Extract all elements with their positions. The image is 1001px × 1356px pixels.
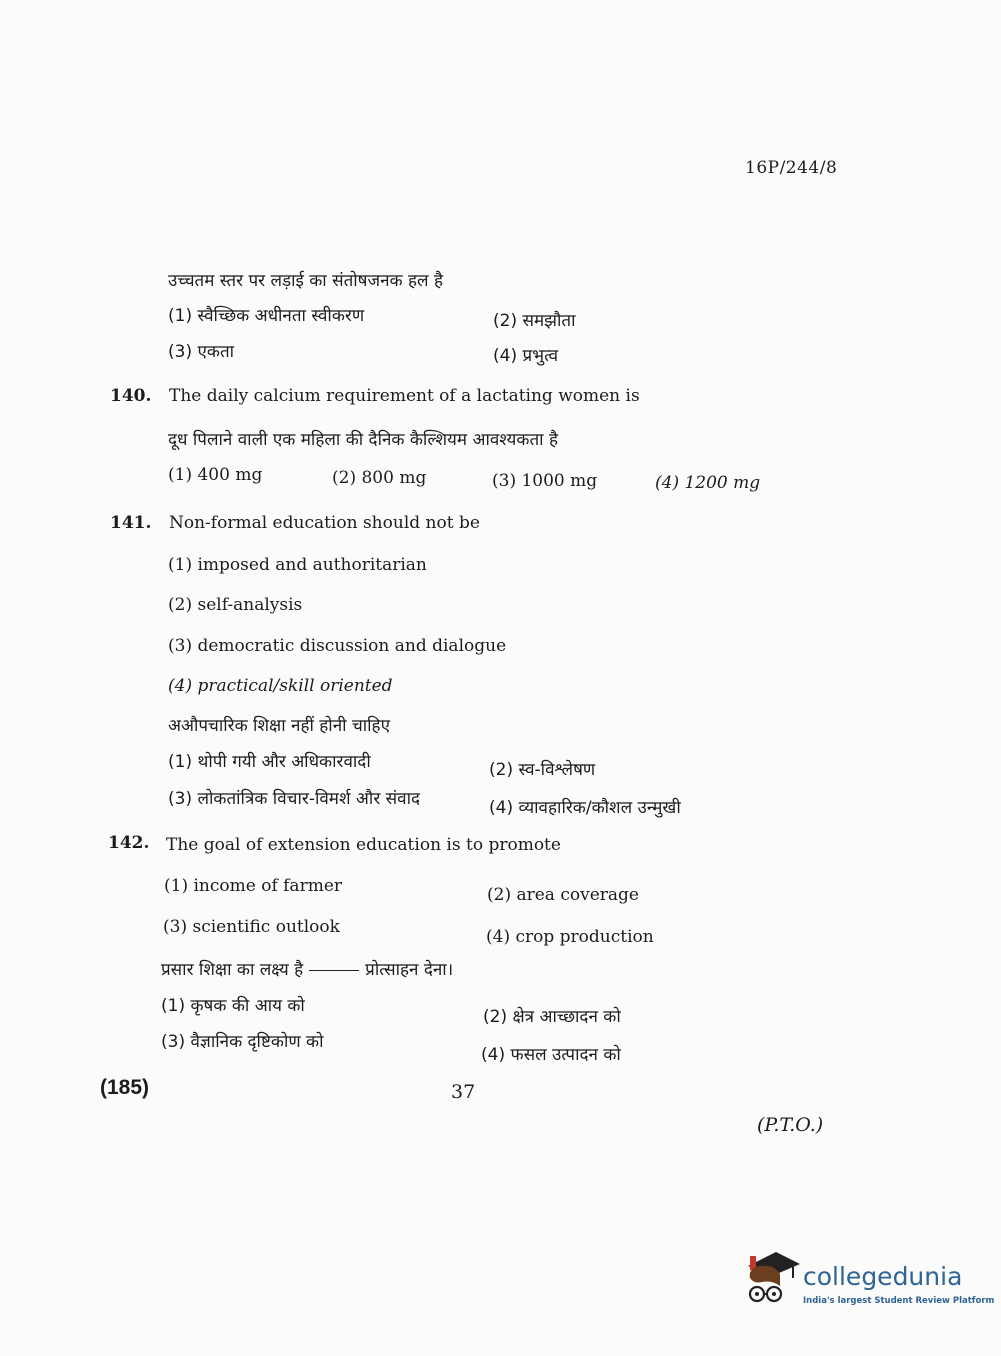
q142-option-en-1: (1) income of farmer (164, 876, 343, 896)
q142-option-en-2: (2) area coverage (487, 885, 639, 905)
paper-code-header: 16P/244/8 (745, 158, 838, 178)
q142-option-en-4: (4) crop production (486, 927, 654, 947)
q141-option-hi-4: (4) व्यावहारिक/कौशल उन्मुखी (489, 798, 681, 818)
q141-option-en-4: (4) practical/skill oriented (168, 676, 393, 696)
q139-option-2: (2) समझौता (493, 311, 576, 331)
q142-stem-en: The goal of extension education is to promote (166, 835, 561, 855)
q142-stem-hi-part-a: प्रसार शिक्षा का लक्ष्य है (161, 960, 304, 980)
page-number: 37 (451, 1081, 476, 1103)
q139-option-1: (1) स्वैच्छिक अधीनता स्वीकरण (168, 306, 365, 326)
q142-number: 142. (108, 833, 150, 853)
q141-option-en-3: (3) democratic discussion and dialogue (168, 636, 507, 656)
brand-name: collegedunia (803, 1262, 963, 1291)
q140-option-4: (4) 1200 mg (655, 473, 761, 493)
q140-option-3: (3) 1000 mg (492, 471, 598, 491)
q140-option-2: (2) 800 mg (332, 468, 427, 488)
q141-number: 141. (110, 513, 152, 533)
q140-option-1: (1) 400 mg (168, 465, 263, 485)
pto-label: (P.T.O.) (757, 1114, 824, 1136)
q141-option-en-2: (2) self-analysis (168, 595, 303, 615)
q142-option-en-3: (3) scientific outlook (163, 917, 340, 937)
q142-option-hi-4: (4) फसल उत्पादन को (481, 1045, 621, 1065)
q141-option-hi-1: (1) थोपी गयी और अधिकारवादी (168, 752, 371, 772)
mascot-icon (742, 1248, 802, 1318)
blank-line (309, 970, 359, 971)
q140-number: 140. (110, 386, 152, 406)
q140-stem-en: The daily calcium requirement of a lactating women is (169, 386, 640, 406)
q139-hindi-stem: उच्चतम स्तर पर लड़ाई का संतोषजनक हल है (168, 271, 443, 291)
q142-option-hi-2: (2) क्षेत्र आच्छादन को (483, 1007, 621, 1027)
q139-option-4: (4) प्रभुत्व (493, 346, 559, 366)
q139-option-3: (3) एकता (168, 342, 235, 362)
q142-option-hi-1: (1) कृषक की आय को (161, 996, 305, 1016)
q142-option-hi-3: (3) वैज्ञानिक दृष्टिकोण को (161, 1032, 324, 1052)
brand-tagline: India's largest Student Review Platform (803, 1296, 995, 1306)
q141-option-hi-3: (3) लोकतांत्रिक विचार-विमर्श और संवाद (168, 789, 421, 809)
q142-stem-hi-part-b: प्रोत्साहन देना। (365, 960, 454, 980)
q141-stem-en: Non-formal education should not be (169, 513, 480, 533)
paper-code-footer: (185) (100, 1076, 150, 1099)
q142-stem-hi (161, 957, 453, 980)
q141-stem-hi: अऔपचारिक शिक्षा नहीं होनी चाहिए (168, 716, 390, 736)
q141-option-hi-2: (2) स्व-विश्लेषण (489, 760, 596, 780)
q140-stem-hi: दूध पिलाने वाली एक महिला की दैनिक कैल्शियम आवश्यकता है (168, 430, 558, 450)
q141-option-en-1: (1) imposed and authoritarian (168, 555, 427, 575)
